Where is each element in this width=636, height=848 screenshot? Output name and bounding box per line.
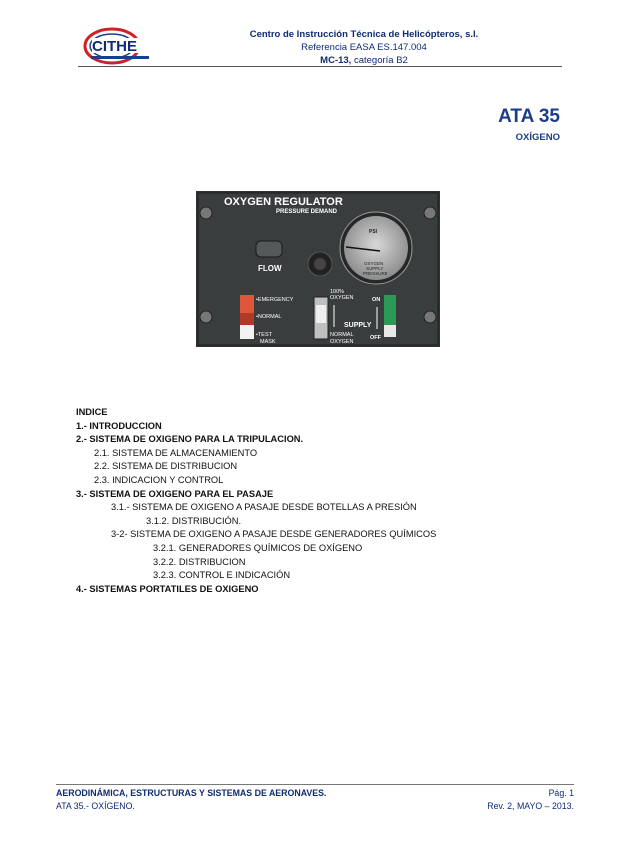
supply-label: SUPPLY: [344, 322, 372, 329]
toc-item: 3.2.2. DISTRIBUCION: [153, 556, 246, 567]
gauge-label-2: SUPPLY: [366, 266, 384, 271]
pct100-label: 100%: [330, 289, 345, 295]
toc-item: 2.2. SISTEMA DE DISTRIBUCION: [94, 461, 238, 472]
toc-item: 3-2- SISTEMA DE OXIGENO A PASAJE DESDE GENERADORES QUÍMICOS: [111, 529, 437, 540]
footer-divider: [56, 784, 574, 785]
footer-revision: Rev. 2, MAYO – 2013.: [487, 801, 574, 811]
header-category: MC-13, categoría B2: [320, 55, 408, 66]
footer-page: Pág. 1: [548, 788, 574, 798]
toc-heading: INDICE: [76, 407, 108, 417]
toc-item: 2.1. SISTEMA DE ALMACENAMIENTO: [94, 447, 258, 458]
on-label: ON: [372, 297, 381, 303]
toc-item: 3.2.1. GENERADORES QUÍMICOS DE OXÍGENO: [153, 542, 363, 553]
gauge-label-1: OXYGEN: [364, 261, 384, 266]
oxygen-regulator-panel-image: [196, 191, 440, 347]
toc-item: 3.- SISTEMA DE OXIGENO PARA EL PASAJE: [76, 488, 274, 499]
gauge-label-3: PRESSURE: [363, 271, 388, 276]
table-of-contents: [76, 406, 436, 596]
normal-oxygen-label-1: NORMAL: [330, 332, 354, 338]
toc-item: 3.1.- SISTEMA DE OXIGENO A PASAJE DESDE BOTELLAS A PRESIÓN: [111, 502, 417, 513]
header-org: Centro de Instrucción Técnica de Helicópteros, s.l.: [249, 29, 479, 40]
chapter-title: ATA 35: [498, 106, 560, 127]
header-reference: Referencia EASA ES.147.004: [301, 42, 427, 53]
document-header: [160, 28, 568, 67]
footer-course: AERODINÁMICA, ESTRUCTURAS Y SISTEMAS DE AERONAVES.: [56, 788, 327, 798]
test-label: •TEST: [256, 332, 272, 338]
normal-oxygen-label-2: OXYGEN: [330, 339, 354, 345]
logo-text: CITHE: [92, 38, 137, 55]
toc-item: 2.3. INDICACION Y CONTROL: [94, 474, 224, 485]
chapter-subtitle: OXÍGENO: [515, 132, 560, 143]
oxygen-label-top: OXYGEN: [330, 295, 354, 301]
psi-label: PSI: [369, 229, 378, 235]
footer-chapter: ATA 35.- OXÍGENO.: [56, 801, 135, 811]
normal-label: •NORMAL: [256, 314, 282, 320]
toc-item: 3.1.2. DISTRIBUCIÓN.: [146, 515, 242, 526]
toc-item: 3.2.3. CONTROL E INDICACIÓN: [153, 570, 291, 581]
toc-item: 4.- SISTEMAS PORTATILES DE OXIGENO: [76, 583, 259, 594]
toc-item: 2.- SISTEMA DE OXIGENO PARA LA TRIPULACION.: [76, 434, 304, 445]
panel-subtitle: PRESSURE DEMAND: [276, 209, 338, 215]
mask-label: MASK: [260, 339, 276, 345]
cithe-logo: [82, 24, 154, 68]
off-label: OFF: [370, 335, 381, 341]
panel-title: OXYGEN REGULATOR: [224, 196, 343, 208]
toc-item: 1.- INTRODUCCION: [76, 420, 162, 431]
emergency-label: •EMERGENCY: [256, 297, 294, 303]
header-divider: [78, 66, 562, 67]
flow-label: FLOW: [258, 264, 282, 273]
